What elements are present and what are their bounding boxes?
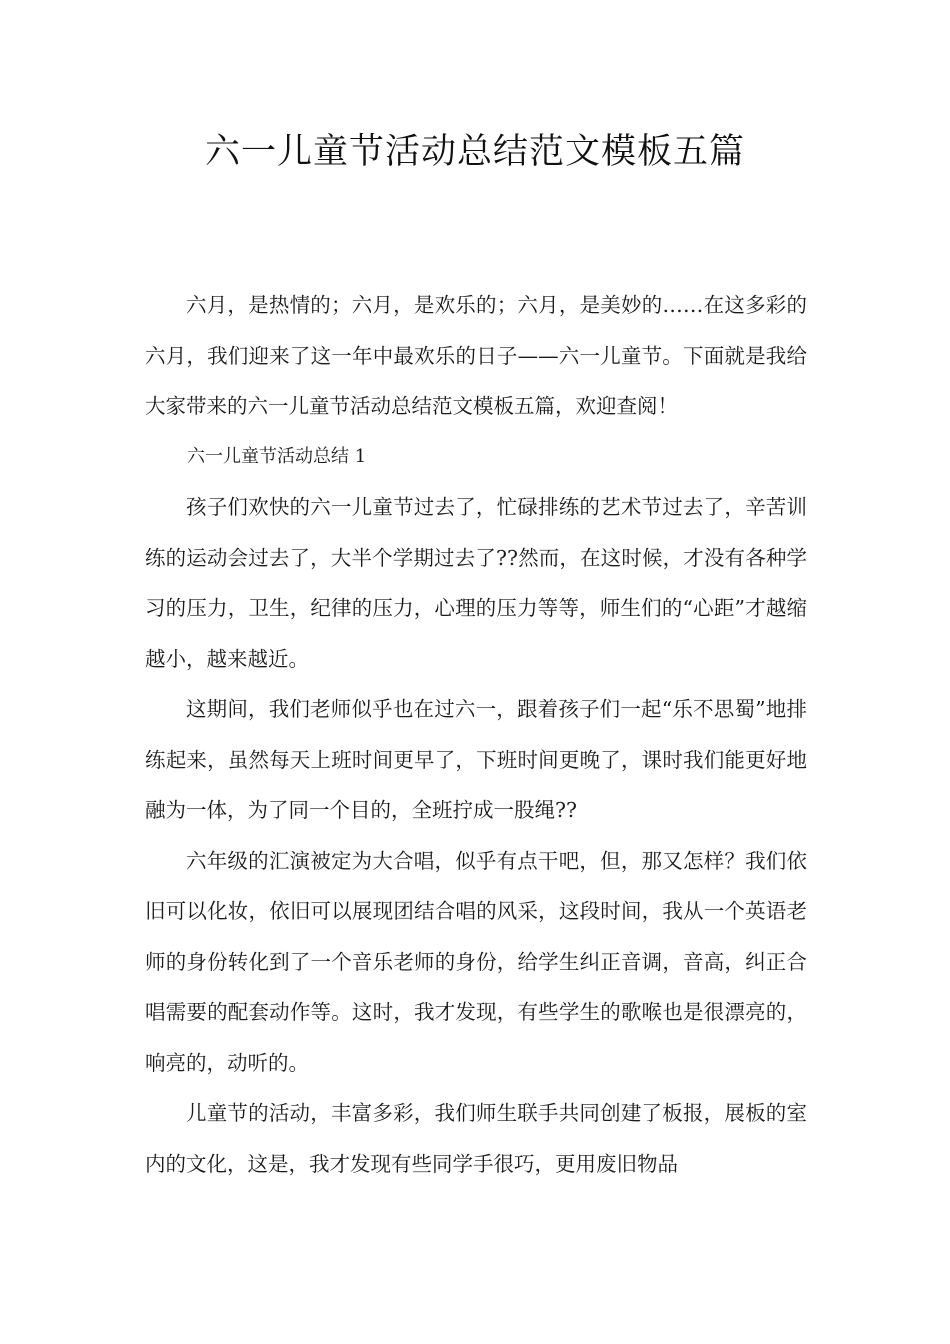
- intro-paragraph: 六月，是热情的；六月，是欢乐的；六月，是美妙的……在这多彩的六月，我们迎来了这一年中最欢乐的日子——六一儿童节。下面就是我给大家带来的六一儿童节活动总结范文模板五篇，欢迎查阅！: [145, 293, 807, 418]
- body-paragraph-1: 孩子们欢快的六一儿童节过去了，忙碌排练的艺术节过去了，辛苦训练的运动会过去了，大半个学期过去了??然而，在这时候，才没有各种学习的压力，卫生，纪律的压力，心理的压力等等，师生们的“心距”才越缩越小，越来越近。: [145, 495, 807, 671]
- body-paragraph-3: 六年级的汇演被定为大合唱，似乎有点干吧，但，那又怎样？我们依旧可以化妆，依旧可以展现团结合唱的风采，这段时间，我从一个英语老师的身份转化到了一个音乐老师的身份，给学生纠正音调，音高，纠正合唱需要的配套动作等。这时，我才发现，有些学生的歌喉也是很漂亮的，响亮的，动听的。: [145, 848, 807, 1075]
- section-heading: 六一儿童节活动总结 1: [187, 445, 367, 467]
- body-paragraph-2: 这期间，我们老师似乎也在过六一，跟着孩子们一起“乐不思蜀”地排练起来，虽然每天上班时间更早了，下班时间更晚了，课时我们能更好地融为一体，为了同一个目的，全班拧成一股绳??: [145, 697, 807, 822]
- body-paragraph-4: 儿童节的活动，丰富多彩，我们师生联手共同创建了板报，展板的室内的文化，这是，我才发现有些同学手很巧，更用废旧物品: [145, 1101, 807, 1176]
- document-body: [145, 280, 807, 1189]
- document-title: 六一儿童节活动总结范文模板五篇: [204, 132, 745, 172]
